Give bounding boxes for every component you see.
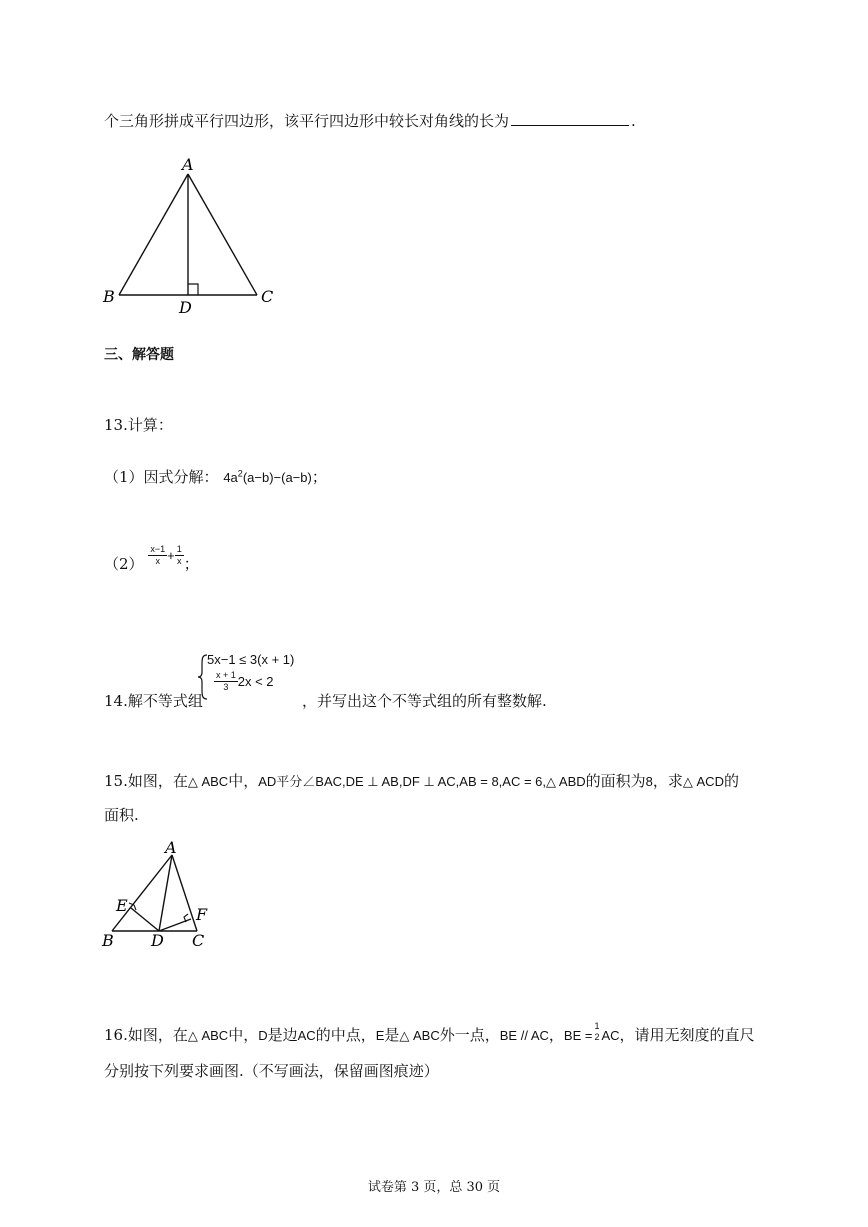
q16-line1: 16.如图，在△ ABC中，D是边AC的中点，E是△ ABC外一点，BE // AC，BE = 1 2 AC，请用无刻度的直尺 (104, 1021, 755, 1044)
q12-text: 个三角形拼成平行四边形，该平行四边形中较长对角线的长为 (104, 112, 510, 130)
q13-stem: 13.计算： (104, 416, 173, 434)
answer-blank (511, 111, 629, 126)
side-ab (112, 855, 172, 931)
fraction-x-plus-1-over-3: $\frac{x + 1}{3}$ (216, 670, 236, 692)
q14-tail: ，并写出这个不等式组的所有整数解. (302, 692, 547, 710)
page-footer: 试卷第 3 页，总 30 页 (367, 1180, 501, 1195)
label-f: F (196, 905, 208, 924)
fraction-x-minus-1-over-x: $\frac{x-1}{x}$ (150, 544, 166, 566)
fraction-one-half: 1 2 (594, 1021, 600, 1042)
q13-part2-end: ； (183, 555, 199, 573)
q12-continuation (104, 110, 636, 131)
figure-angle-bisector (98, 836, 218, 954)
figure-triangle-altitude (98, 152, 288, 320)
triangle-abc-2: △ ABC (399, 1028, 440, 1043)
q15-line1: 15.如图，在△ ABC中，AD平分∠BAC,DE ⊥ AB,DF ⊥ AC,AB = 8,AC = 6,△ ABD的面积为8，求△ ACD的 (104, 772, 739, 790)
side-ac (188, 174, 257, 295)
label-a: A (165, 838, 177, 857)
inequality-1: 5x−1 ≤ 3(x + 1) (207, 652, 295, 667)
label-b: B (103, 287, 115, 306)
right-angle-mark (188, 284, 198, 295)
label-d: D (151, 931, 164, 950)
q13-part1-end: ； (311, 468, 327, 486)
label-b: B (102, 931, 114, 950)
label-c: C (192, 931, 205, 950)
q13-part1-label: （1）因式分解： (104, 468, 219, 486)
triangle-abc: △ ABC (187, 1028, 229, 1043)
fraction-1-over-x: $\frac{1}{x}$ (176, 544, 182, 566)
triangle-abd: △ ABD (546, 774, 586, 789)
section-heading: 三、解答题 (104, 347, 174, 363)
label-a: A (182, 155, 194, 174)
triangle-abc: △ ABC (187, 774, 229, 789)
q15-conditions: AD平分∠BAC,DE ⊥ AB,DF ⊥ AC,AB = 8,AC = 6, (258, 774, 547, 789)
inequality-2: $\frac{x + 1}{3}$ 2x < 2 (216, 670, 274, 692)
plus-sign: + (167, 547, 175, 563)
perpendicular-df (159, 919, 191, 931)
q13-part1-expr: $4a^2(a-b)-(a-b)$ (223, 468, 312, 485)
q15-line2: 面积. (104, 806, 139, 824)
q14-stem: 14.解不等式组 (104, 692, 203, 710)
label-e: E (116, 896, 128, 915)
label-c: C (261, 287, 274, 306)
q13-part1 (104, 466, 327, 487)
area-value: 8 (645, 774, 653, 789)
bisector-ad (159, 855, 172, 931)
side-ab (119, 174, 188, 295)
q12-end: . (631, 112, 636, 130)
perpendicular-de (131, 908, 159, 931)
label-d: D (179, 298, 192, 317)
q13-part2 (104, 544, 199, 575)
be-parallel-ac: BE // AC (499, 1028, 549, 1043)
triangle-acd: △ ACD (682, 774, 724, 789)
q16-line2: 分别按下列要求画图.（不写画法，保留画图痕迹） (104, 1062, 439, 1080)
q13-part2-label: （2） (104, 555, 144, 573)
